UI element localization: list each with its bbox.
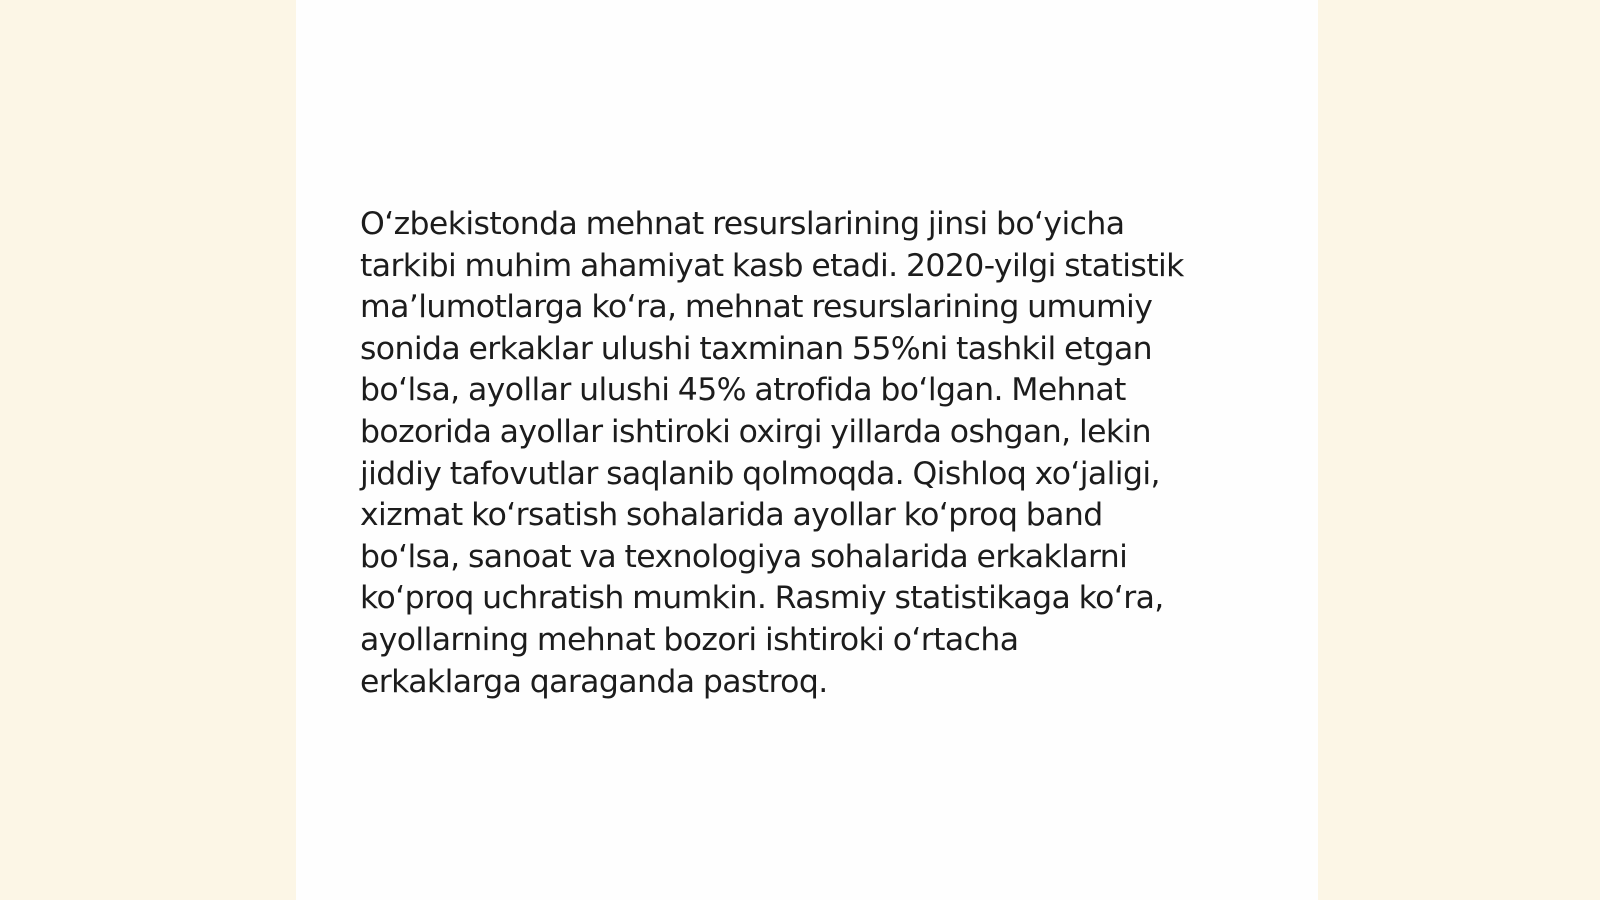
paragraph-line: bo‘lsa, ayollar ulushi 45% atrofida bo‘lgan. Mehnat — [360, 372, 1126, 409]
paragraph-line: bo‘lsa, sanoat va texnologiya sohalarida erkaklarni — [360, 538, 1128, 575]
left-margin — [0, 0, 296, 900]
paragraph-line: ayollarning mehnat bozori ishtiroki o‘rtacha — [360, 621, 1019, 658]
body-paragraph — [360, 204, 1250, 703]
paragraph-line: O‘zbekistonda mehnat resurslarining jinsi bo‘yicha — [360, 206, 1125, 242]
paragraph-line: bozorida ayollar ishtiroki oxirgi yillarda oshgan, lekin — [360, 413, 1152, 450]
paragraph-line: jiddiy tafovutlar saqlanib qolmoqda. Qishloq xo‘jaligi, — [360, 455, 1160, 492]
paragraph-line: ma’lumotlarga ko‘ra, mehnat resurslarining umumiy — [360, 289, 1153, 326]
paragraph-line: erkaklarga qaraganda pastroq. — [360, 663, 828, 700]
document-page — [296, 0, 1318, 900]
paragraph-line: ko‘proq uchratish mumkin. Rasmiy statistikaga ko‘ra, — [360, 580, 1164, 617]
paragraph-line: tarkibi muhim ahamiyat kasb etadi. 2020-yilgi statistik — [360, 247, 1184, 284]
paragraph-line: sonida erkaklar ulushi taxminan 55%ni tashkil etgan — [360, 330, 1153, 367]
right-margin — [1318, 0, 1600, 900]
paragraph-line: xizmat ko‘rsatish sohalarida ayollar ko‘proq band — [360, 497, 1103, 534]
